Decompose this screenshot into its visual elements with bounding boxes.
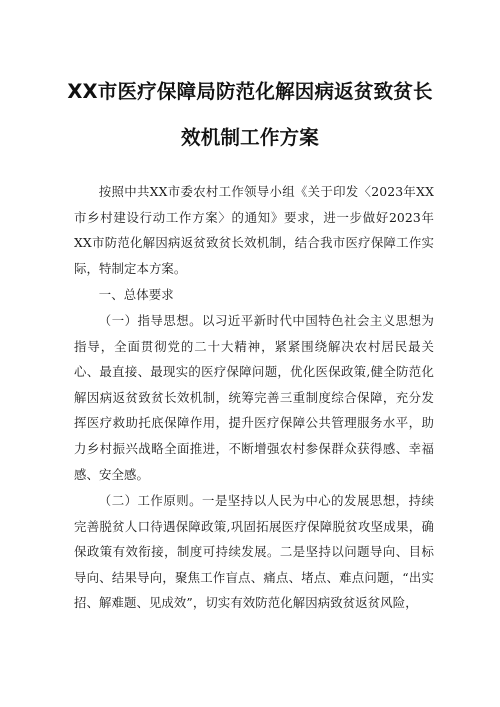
- section-heading-general-requirements: 一、总体要求: [98, 287, 174, 302]
- document-title-line-2: 效机制工作方案: [181, 126, 319, 149]
- intro-paragraph: 按照中共XX市委农村工作领导小组《关于印发〈2023年XX市乡村建设行动工作方案〉的通知》要求，进一步做好2023年XX市防范化解因病返贫致贫长效机制，结合我市医疗保障工作实际，特制定本方案。: [74, 184, 434, 276]
- document-title-line-1: XX市医疗保障局防范化解因病返贫致贫长: [67, 80, 433, 103]
- working-principles-paragraph: （二）工作原则。一是坚持以人民为中心的发展思想，持续完善脱贫人口待遇保障政策,巩固拓展医疗保障脱贫攻坚成果，确保政策有效衔接，制度可持续发展。二是坚持以问题导向、目标导向、结果导向，聚焦工作盲点、痛点、堵点、难点问题，“出实招、解难题、见成效”，切实有效防范化解因病致贫返贫风险，: [74, 493, 434, 611]
- guiding-thought-paragraph: （一）指导思想。以习近平新时代中国特色社会主义思想为指导，全面贯彻党的二十大精神，紧紧围绕解决农村居民最关心、最直接、最现实的医疗保障问题，优化医保政策,健全防范化解因病返贫致贫长效机制，统筹完善三重制度综合保障，充分发挥医疗救助托底保障作用，提升医疗保障公共管理服务水平，助力乡村振兴战略全面推进，不断增强农村参保群众获得感、幸福感、安全感。: [74, 313, 434, 482]
